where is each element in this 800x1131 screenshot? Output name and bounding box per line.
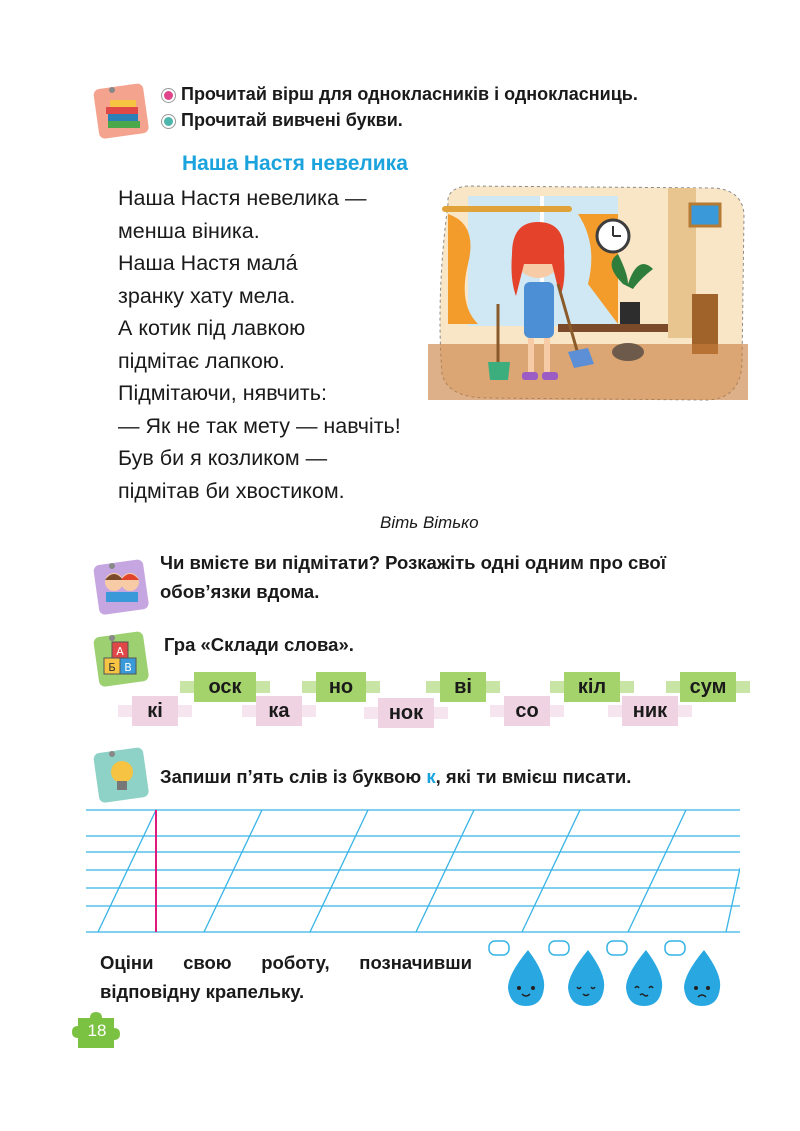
task4-letter: к	[426, 766, 436, 787]
svg-text:В: В	[124, 661, 132, 674]
poem-line: Підмітаючи, нявчить:	[118, 381, 327, 405]
svg-text:Б: Б	[108, 661, 116, 674]
syllable-card: ка	[256, 696, 302, 726]
girl-sweeping-illustration	[428, 184, 748, 410]
poem-author: Віть Вітько	[380, 513, 479, 532]
task4-text-before: Запиши п’ять слів із буквою	[160, 766, 427, 787]
task1-line1	[162, 84, 638, 105]
pink-bullet-icon	[162, 89, 175, 102]
task4-instruction	[160, 762, 631, 791]
syllable-card: ник	[622, 696, 678, 726]
task2-question: Чи вмієте ви підмітати? Розкажіть одні одним про свої обов’язки вдома.	[160, 552, 666, 602]
poem-line: Наша Настя малá	[118, 251, 298, 275]
task3-title: Гра «Склади слова».	[164, 634, 354, 655]
lightbulb-icon	[92, 744, 150, 802]
poem-line: А котик під лавкою	[118, 316, 306, 340]
poem-line: Наша Настя невелика —	[118, 186, 367, 210]
syllable-card: нок	[378, 698, 434, 728]
teal-bullet-icon	[162, 115, 175, 128]
poem-line: Був би я козликом —	[118, 446, 328, 470]
poem-line: менша віника.	[118, 218, 260, 243]
syllable-card: но	[316, 672, 366, 702]
letter-blocks-icon	[92, 628, 150, 686]
syllable-card: со	[504, 696, 550, 726]
task1-text1: Прочитай вірш для однокласників і однокласниць.	[181, 84, 638, 104]
syllable-card: кіл	[564, 672, 620, 702]
syllable-card: кі	[132, 696, 178, 726]
page-number: 18	[87, 1021, 107, 1040]
syllable-card: сум	[680, 672, 736, 702]
svg-text:А: А	[116, 645, 124, 658]
books-icon	[92, 80, 150, 138]
children-reading-icon	[92, 556, 150, 614]
poem-line: зранку хату мела.	[118, 283, 296, 308]
poem-line: — Як не так мету — навчіть!	[118, 413, 401, 438]
poem-line: підмітає лапкою.	[118, 348, 285, 373]
task4-text-after: , які ти вмієш писати.	[435, 766, 632, 787]
poem-title: Наша Настя невелика	[182, 152, 408, 175]
writing-lines[interactable]	[86, 806, 740, 936]
poem	[118, 182, 401, 507]
syllable-card: оск	[194, 672, 256, 702]
sad-drop-button[interactable]	[664, 940, 734, 1010]
syllable-card: ві	[440, 672, 486, 702]
task1-text2: Прочитай вивчені букви.	[181, 110, 403, 130]
self-assessment-text: Оціни свою роботу, позначивши відповідну крапельку.	[100, 952, 472, 1002]
task1-line2	[162, 110, 403, 131]
poem-line: підмітав би хвостиком.	[118, 478, 345, 503]
